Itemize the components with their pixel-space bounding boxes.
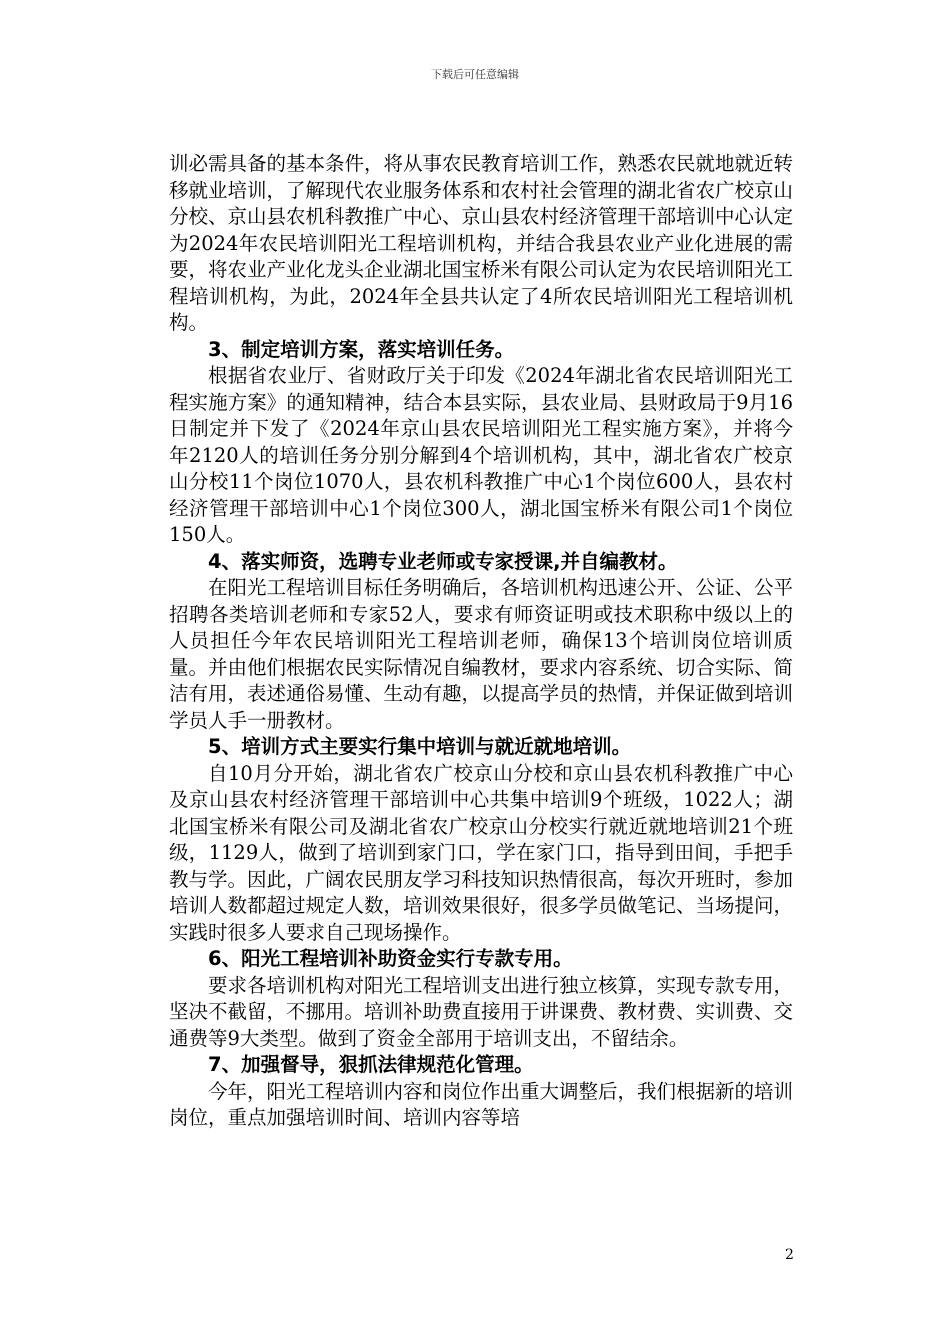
paragraph: 自10月分开始，湖北省农广校京山分校和京山县农机科教推广中心及京山县农村经济管理干部培训中心共集中培训9个班级，1022人；湖北国宝桥米有限公司及湖北省农广校京山分校实行就近就地培训21个班级，1129人，做到了培训到家门口，学在家门口，指导到田间，手把手教与学。因此，广阔农民朋友学习科技知识热情很高，每次开班时，参加培训人数都超过规定人数，培训效果很好，很多学员做笔记、当场提问，实践时很多人要求自己现场操作。	[169, 761, 794, 944]
paragraph: 训必需具备的基本条件，将从事农民教育培训工作，熟悉农民就地就近转移就业培训，了解现代农业服务体系和农村社会管理的湖北省农广校京山分校、京山县农机科教推广中心、京山县农村经济管理干部培训中心认定为2024年农民培训阳光工程培训机构，并结合我县农业产业化进展的需要，将农业产业化龙头企业湖北国宝桥米有限公司认定为农民培训阳光工程培训机构，为此，2024年全县共认定了4所农民培训阳光工程培训机构。	[169, 152, 794, 334]
page-number: 2	[785, 1247, 794, 1263]
section-heading: 4、落实师资，选聘专业老师或专家授课,并自编教材。	[208, 549, 678, 573]
paragraph: 今年，阳光工程培训内容和岗位作出重大调整后，我们根据新的培训岗位，重点加强培训时间、培训内容等培	[169, 1079, 794, 1129]
document-body	[169, 151, 793, 1132]
section-heading: 5、培训方式主要实行集中培训与就近就地培训。	[208, 735, 632, 758]
section-heading: 6、阳光工程培训补助资金实行专款专用。	[208, 947, 573, 970]
section-heading: 3、制定培训方案，落实培训任务。	[208, 337, 515, 361]
page-header: 下载后可任意编辑	[431, 68, 519, 81]
paragraph: 在阳光工程培训目标任务明确后，各培训机构迅速公开、公证、公平招聘各类培训老师和专家52人，要求有师资证明或技术职称中级以上的人员担任今年农民培训阳光工程培训老师，确保13个培训岗位培训质量。并由他们根据农民实际情况自编教材，要求内容系统、切合实际、简洁有用，表述通俗易懂、生动有趣，以提高学员的热情，并保证做到培训学员人手一册教材。	[169, 576, 794, 732]
paragraph: 要求各培训机构对阳光工程培训支出进行独立核算，实现专款专用，坚决不截留，不挪用。培训补助费直接用于讲课费、教材费、实训费、交通费等9大类型。做到了资金全部用于培训支出，不留结余。	[169, 973, 794, 1050]
section-heading: 7、加强督导，狠抓法律规范化管理。	[208, 1053, 534, 1076]
paragraph: 根据省农业厅、省财政厅关于印发《2024年湖北省农民培训阳光工程实施方案》的通知精神，结合本县实际，县农业局、县财政局于9月16日制定并下发了《2024年京山县农民培训阳光工程实施方案》，并将今年2120人的培训任务分别分解到4个培训机构，其中，湖北省农广校京山分校11个岗位1070人，县农机科教推广中心1个岗位600人，县农村经济管理干部培训中心1个岗位300人，湖北国宝桥米有限公司1个岗位150人。	[169, 364, 793, 546]
